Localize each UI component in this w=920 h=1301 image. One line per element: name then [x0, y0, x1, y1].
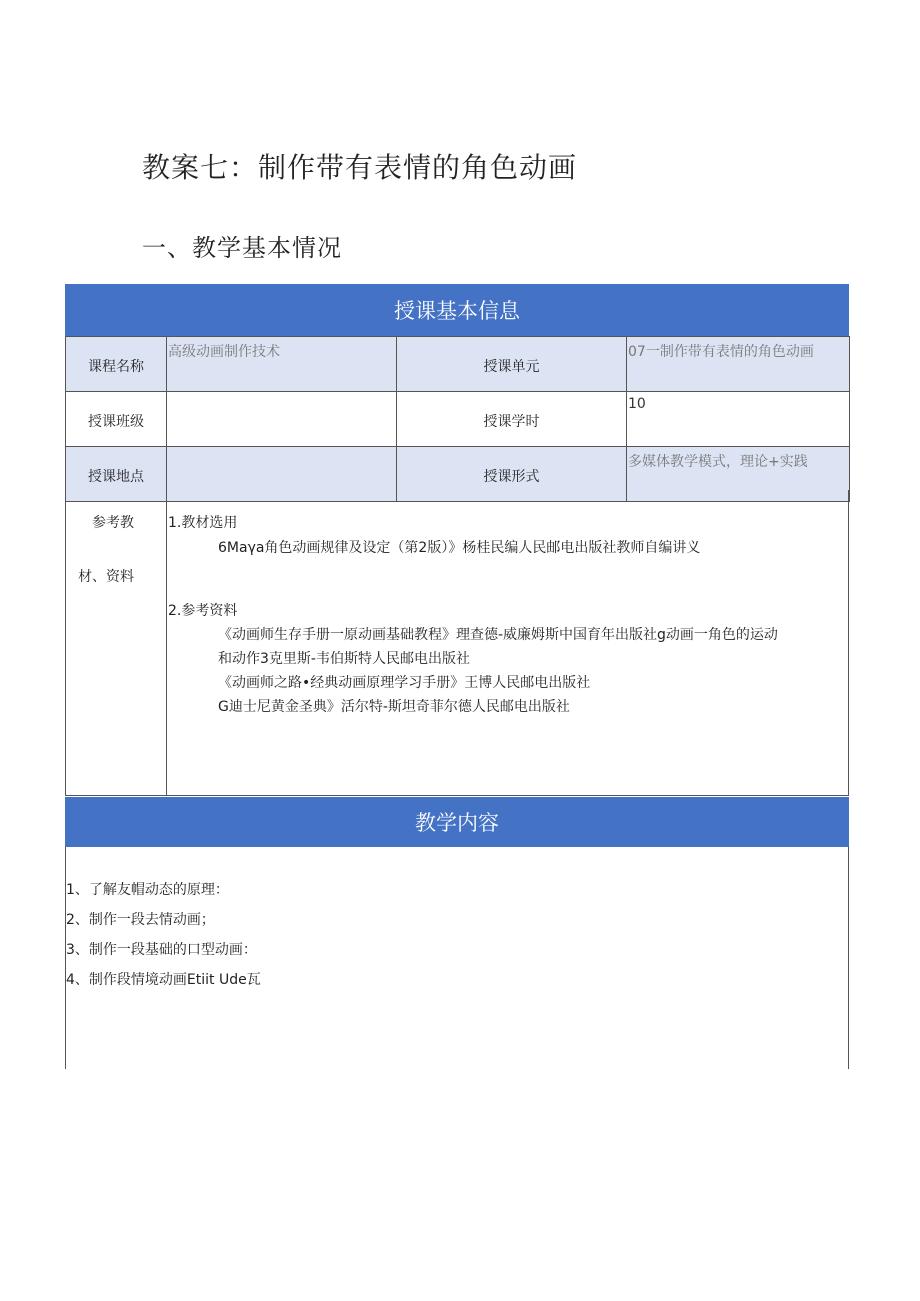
- teaching-content-box: [65, 847, 849, 1069]
- course-name-label: 课程名称: [66, 337, 167, 392]
- textbook-line: 6Maγa角色动画规律及设定（第2版）》杨桂民编人民邮电出版社教师自编讲义: [218, 540, 701, 556]
- references-box: [65, 490, 849, 796]
- unit-value: 07一制作带有表情的角色动画: [627, 337, 850, 392]
- list-item: 1、了解友帽动态的原理：: [66, 882, 229, 898]
- reference-line: 《动画师之路•经典动画原理学习手册》王博人民邮电出版社: [218, 675, 591, 691]
- class-value: [167, 392, 397, 447]
- location-label: 授课地点: [66, 447, 167, 502]
- course-name-value: 高级动画制作技术: [167, 337, 397, 392]
- textbook-heading: 1.教材选用: [168, 515, 238, 531]
- references-label-line1: 参考教: [92, 515, 134, 531]
- basic-info-table: [65, 336, 850, 502]
- list-item: 3、制作一段基础的口型动画：: [66, 942, 257, 958]
- reference-line: 和动作3克里斯-韦伯斯特人民邮电出版社: [218, 651, 470, 667]
- list-item: 2、制作一段去情动画；: [66, 912, 215, 928]
- table-row: [66, 337, 850, 392]
- hours-label: 授课学时: [397, 392, 627, 447]
- hours-value: 10: [627, 392, 850, 447]
- reference-heading: 2.参考资料: [168, 603, 238, 619]
- format-value: 多媒体教学模式，理论+实践: [627, 447, 850, 502]
- page-title: 教案七：制作带有表情的角色动画: [142, 151, 578, 184]
- reference-line: G迪士尼黄金圣典》活尔特-斯坦奇菲尔德人民邮电出版社: [218, 699, 570, 715]
- teaching-content-header: 教学内容: [65, 797, 849, 847]
- table-row: [66, 392, 850, 447]
- list-item: 4、制作段情境动画Etiit Ude瓦: [66, 972, 261, 988]
- reference-line: 《动画师生存手册一原动画基础教程》理查德-威廉姆斯中国育年出版社g动画一角色的运动: [218, 627, 778, 643]
- basic-info-header: 授课基本信息: [65, 284, 849, 336]
- class-label: 授课班级: [66, 392, 167, 447]
- references-label-line2: 材、资料: [78, 569, 134, 585]
- unit-label: 授课单元: [397, 337, 627, 392]
- references-label-cell: [66, 490, 167, 795]
- section-heading: 一、教学基本情况: [142, 234, 342, 262]
- format-label: 授课形式: [397, 447, 627, 502]
